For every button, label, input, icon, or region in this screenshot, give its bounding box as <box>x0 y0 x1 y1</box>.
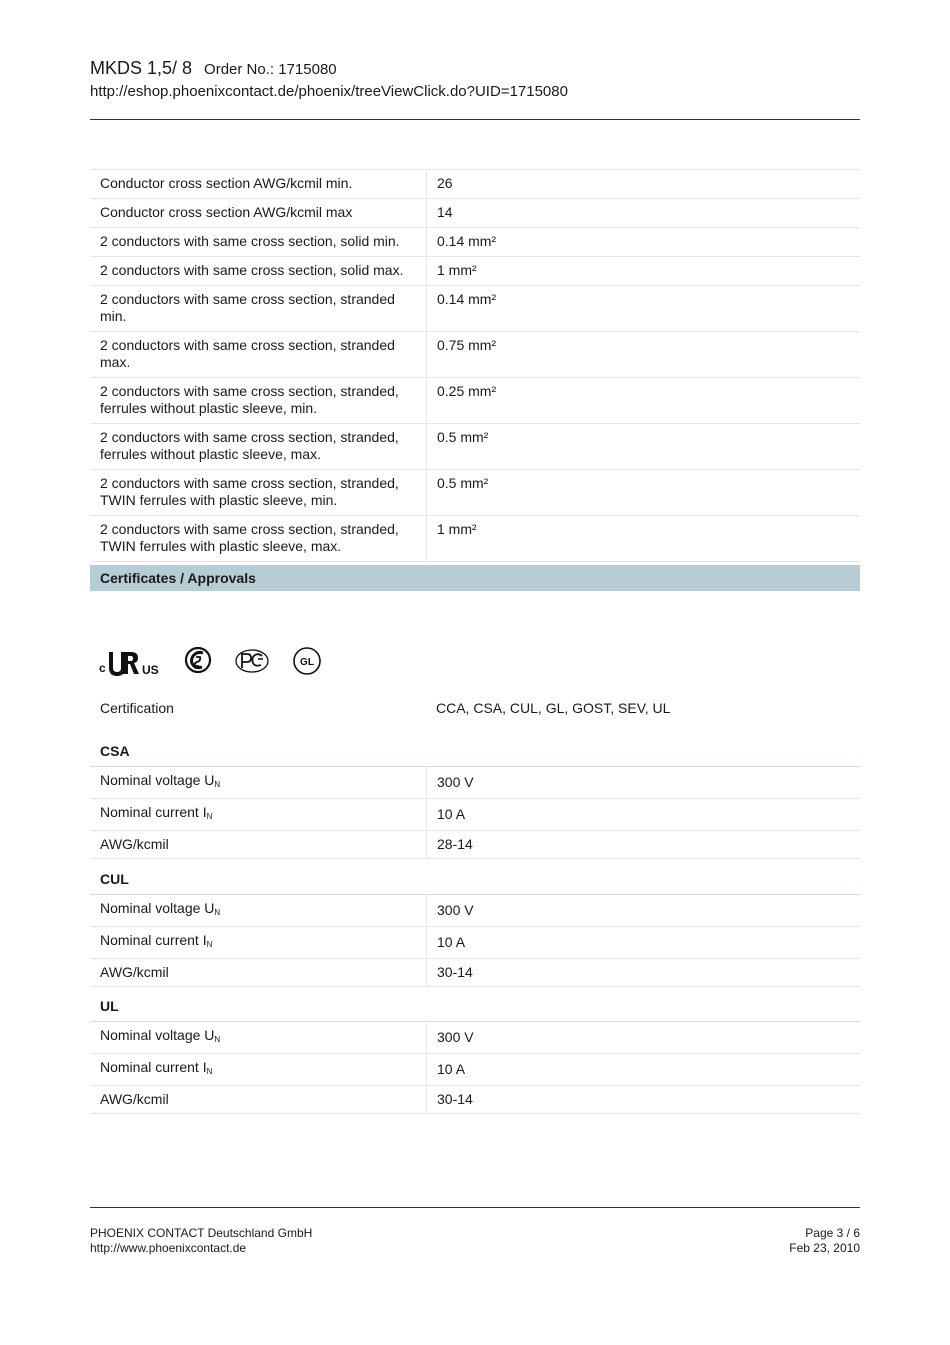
voltage-value: 300 V <box>427 1022 861 1054</box>
awg-label: AWG/kcmil <box>90 959 427 987</box>
group-title-csa: CSA <box>100 743 130 759</box>
awg-label: AWG/kcmil <box>90 831 427 859</box>
section-title: Certificates / Approvals <box>100 570 256 586</box>
voltage-value: 300 V <box>427 767 861 799</box>
table-row <box>90 895 860 927</box>
voltage-label: Nominal voltage $U_N$ <box>90 767 427 799</box>
table-row <box>90 257 860 286</box>
current-value: 10 A <box>427 799 861 831</box>
spec-value: 26 <box>427 170 861 199</box>
current-label: Nominal current $I_N$ <box>90 1054 427 1086</box>
product-name: MKDS 1,5/ 8 <box>90 58 193 78</box>
csa-table <box>90 766 860 859</box>
certification-value: CCA, CSA, CUL, GL, GOST, SEV, UL <box>436 700 671 716</box>
table-row <box>90 332 860 378</box>
current-value: 10 A <box>427 1054 861 1086</box>
cul-table <box>90 894 860 987</box>
table-row <box>90 470 860 516</box>
spec-value: 1 mm² <box>427 257 861 286</box>
table-row <box>90 1054 860 1086</box>
csa-logo-icon <box>184 644 212 676</box>
spec-label: 2 conductors with same cross section, solid min. <box>90 228 427 257</box>
spec-value: 0.25 mm² <box>427 378 861 424</box>
order-label: Order No.: <box>204 61 275 78</box>
awg-value: 30-14 <box>427 959 861 987</box>
product-url[interactable]: http://eshop.phoenixcontact.de/phoenix/treeViewClick.do?UID=1715080 <box>90 83 568 100</box>
spec-value: 0.14 mm² <box>427 228 861 257</box>
table-row <box>90 424 860 470</box>
table-row <box>90 228 860 257</box>
c-mark-text: c <box>99 661 106 675</box>
order-value: 1715080 <box>278 61 337 78</box>
footer-divider <box>90 1207 860 1208</box>
spec-label: 2 conductors with same cross section, stranded, TWIN ferrules with plastic sleeve, min. <box>90 470 427 516</box>
group-title-cul: CUL <box>100 871 129 887</box>
awg-label: AWG/kcmil <box>90 1086 427 1114</box>
document-date: Feb 23, 2010 <box>789 1241 860 1255</box>
awg-value: 30-14 <box>427 1086 861 1114</box>
table-row <box>90 378 860 424</box>
table-row <box>90 199 860 228</box>
spec-value: 0.5 mm² <box>427 424 861 470</box>
current-value: 10 A <box>427 927 861 959</box>
order-number <box>204 61 337 78</box>
table-row <box>90 170 860 199</box>
table-row <box>90 516 860 562</box>
spec-value: 0.5 mm² <box>427 470 861 516</box>
spec-label: 2 conductors with same cross section, stranded min. <box>90 286 427 332</box>
spec-label: 2 conductors with same cross section, solid max. <box>90 257 427 286</box>
spec-label: Conductor cross section AWG/kcmil max <box>90 199 427 228</box>
table-row <box>90 767 860 799</box>
spec-label: 2 conductors with same cross section, stranded, ferrules without plastic sleeve, min. <box>90 378 427 424</box>
table-row <box>90 286 860 332</box>
certification-label: Certification <box>100 700 174 716</box>
voltage-value: 300 V <box>427 895 861 927</box>
table-row <box>90 831 860 859</box>
us-mark-text: US <box>142 663 159 677</box>
voltage-label: Nominal voltage $U_N$ <box>90 1022 427 1054</box>
table-row <box>90 959 860 987</box>
page-header <box>90 57 860 102</box>
table-row <box>90 799 860 831</box>
gl-logo-icon <box>292 644 322 676</box>
spec-value: 0.75 mm² <box>427 332 861 378</box>
gost-pct-logo-icon <box>234 644 270 676</box>
spec-label: 2 conductors with same cross section, stranded, TWIN ferrules with plastic sleeve, max. <box>90 516 427 562</box>
spec-value: 14 <box>427 199 861 228</box>
gl-mark-text: GL <box>300 657 314 668</box>
spec-label: 2 conductors with same cross section, stranded, ferrules without plastic sleeve, max. <box>90 424 427 470</box>
ul-table <box>90 1021 860 1114</box>
awg-value: 28-14 <box>427 831 861 859</box>
table-row <box>90 1086 860 1114</box>
header-divider <box>90 119 860 120</box>
table-row <box>90 1022 860 1054</box>
title-line <box>90 57 860 81</box>
spec-value: 0.14 mm² <box>427 286 861 332</box>
table-row <box>90 927 860 959</box>
footer-left <box>90 1226 312 1256</box>
current-label: Nominal current $I_N$ <box>90 927 427 959</box>
spec-value: 1 mm² <box>427 516 861 562</box>
group-title-ul: UL <box>100 998 119 1014</box>
company-website[interactable]: http://www.phoenixcontact.de <box>90 1241 247 1255</box>
current-label: Nominal current $I_N$ <box>90 799 427 831</box>
cul-us-logo-icon <box>98 644 164 678</box>
spec-label: Conductor cross section AWG/kcmil min. <box>90 170 427 199</box>
spec-label: 2 conductors with same cross section, stranded max. <box>90 332 427 378</box>
page-number: Page 3 / 6 <box>805 1226 860 1240</box>
spec-table <box>90 169 860 562</box>
footer-right <box>789 1226 860 1256</box>
voltage-label: Nominal voltage $U_N$ <box>90 895 427 927</box>
certificates-section-header <box>90 565 860 591</box>
company-name: PHOENIX CONTACT Deutschland GmbH <box>90 1226 313 1240</box>
